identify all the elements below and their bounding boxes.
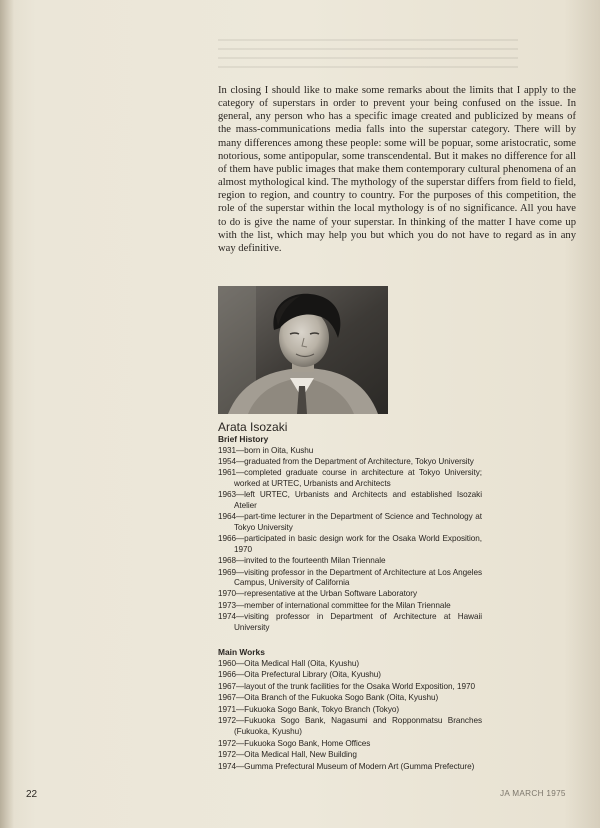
brief-history-heading: Brief History <box>218 434 269 444</box>
works-item: 1972—Fukuoka Sogo Bank, Home Offices <box>218 738 371 748</box>
history-item: 1970—representative at the Urban Software Laboratory <box>218 589 418 599</box>
main-works-heading: Main Works <box>218 647 265 657</box>
history-item: 1974—visiting professor in Department of Architecture at Hawaii University <box>218 611 482 632</box>
history-item: 1966—participated in basic design work for the Osaka World Exposition, 1970 <box>218 534 482 555</box>
history-item: 1931—born in Oita, Kushu <box>218 446 314 455</box>
portrait-photo <box>218 286 388 414</box>
brief-history-list <box>218 446 482 634</box>
history-item: 1968—invited to the fourteenth Milan Triennale <box>218 556 386 566</box>
reverse-side-bleed-through <box>218 38 518 68</box>
works-item: 1972—Oita Medical Hall, New Building <box>218 750 357 760</box>
history-item: 1963—left URTEC, Urbanists and Architects and established Isozaki Atelier <box>218 490 482 511</box>
issue-label: JA MARCH 1975 <box>500 789 566 798</box>
essay-closing-paragraph: In closing I should like to make some remarks about the limits that I apply to the category of superstars in order to prevent your being confused on the issue. In general, any person who has a specific image created and publicized by means of the mass-communications media falls into the superstar category. There will by many differences among these people: some will be popuar, some aristocratic, some notorious, some antipopular, some transcendental. But it makes no difference for all of them have public images that make them contemporary cultural phenomena of an almost mythological kind. The mythology of the superstar differs from field to field, region to region, and country to country. For the purposes of this competition, the role of the superstar within the local mythology is of no significance. All you have to do is give the name of your superstar. In thinking of the matter I have come up with the list, which may help you but which you do not have to regard as in any way definitive. <box>218 85 576 254</box>
profile-name: Arata Isozaki <box>218 420 288 434</box>
main-works-list <box>218 659 482 773</box>
works-item: 1974—Gumma Prefectural Museum of Modern Art (Gumma Prefecture) <box>218 761 475 771</box>
works-item: 1972—Fukuoka Sogo Bank, Nagasumi and Ropponmatsu Branches (Fukuoka, Kyushu) <box>218 716 482 737</box>
page-number: 22 <box>26 789 38 800</box>
works-item: 1960—Oita Medical Hall (Oita, Kyushu) <box>218 659 360 668</box>
binding-gutter-shadow <box>0 0 14 828</box>
history-item: 1973—member of international committee for the Milan Triennale <box>218 600 451 610</box>
works-item: 1967—Oita Branch of the Fukuoka Sogo Bank (Oita, Kyushu) <box>218 693 439 703</box>
history-item: 1969—visiting professor in the Department of Architecture at Los Angeles Campus, University of California <box>218 567 482 588</box>
history-item: 1964—part-time lecturer in the Department of Science and Technology at Tokyo University <box>218 512 482 533</box>
history-item: 1954—graduated from the Department of Architecture, Tokyo University <box>218 457 474 467</box>
works-item: 1966—Oita Prefectural Library (Oita, Kyushu) <box>218 670 381 680</box>
works-item: 1971—Fukuoka Sogo Bank, Tokyo Branch (Tokyo) <box>218 704 400 714</box>
history-item: 1961—completed graduate course in architecture at Tokyo University; worked at URTEC, Urbanists and Architects <box>218 468 482 489</box>
works-item: 1967—layout of the trunk facilities for the Osaka World Exposition, 1970 <box>218 681 476 691</box>
